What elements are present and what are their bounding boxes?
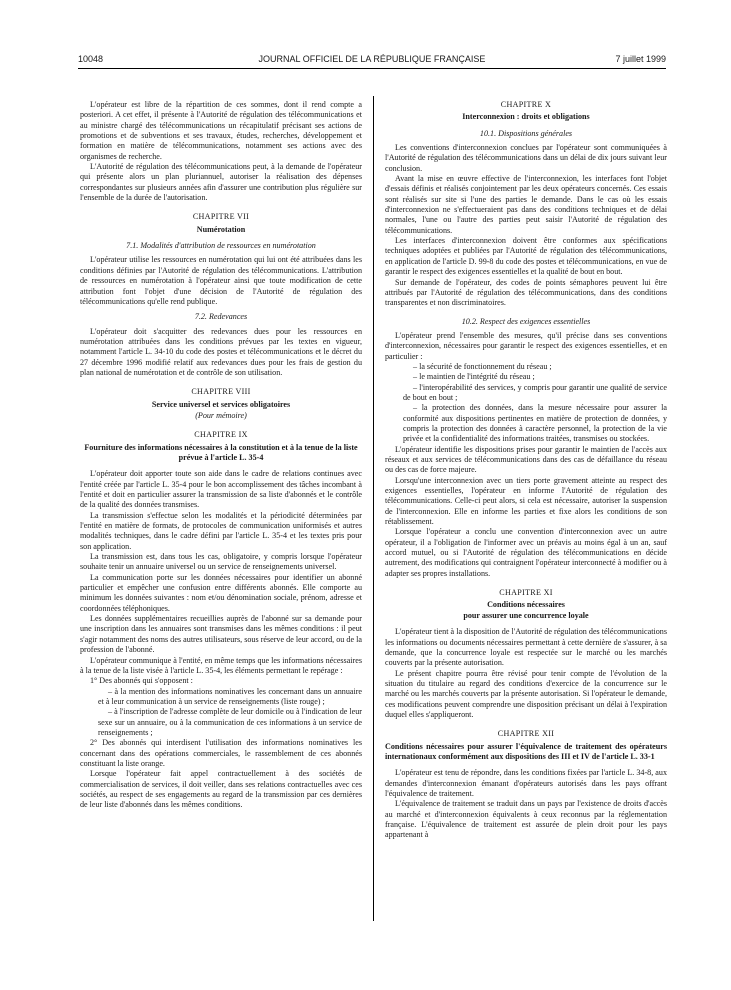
list-item: – la protection des données, dans la mesure nécessaire pour assurer la conformité aux dispositions pertinentes en matière de protection de données, y compris la protection des données à caractère personnel, la protection de la vie privée et la confidentialité des informations traitées, transmises ou stockées. [403,403,667,444]
chapter-note: (Pour mémoire) [195,410,247,420]
paragraph: L'opérateur utilise les ressources en numérotation qui lui ont été attribuées dans les conditions définies par l'Autorité de régulation des télécommunications. L'attribution de ressources en numérotation à l'opérateur ainsi que toute modification de cette attribution font l'objet d'une décision de l'Autorité de régulation des télécommunications qu'elle rend publique. [80,255,362,306]
chapter-heading: CHAPITRE XII [497,729,555,739]
chapter-heading: CHAPITRE VII [192,212,250,222]
chapter-title: Interconnexion : droits et obligations [462,112,590,122]
paragraph: Sur demande de l'opérateur, des codes de points sémaphores peuvent lui être attribués par l'Autorité de régulation des télécommunications, dans des conditions transparentes et non discriminatoires. [385,277,667,308]
paragraph: 1° Des abonnés qui s'opposent : [90,676,193,686]
section-title: 10.2. Respect des exigences essentielles [461,316,591,326]
paragraph: Les conventions d'interconnexion conclues par l'opérateur sont communiquées à l'Autorité de régulation des télécommunications dans un délai de dix jours suivant leur conclusion. [385,143,667,173]
paragraph: L'opérateur doit s'acquitter des redevances dues pour les ressources en numérotation attribuées dans les conditions prévues par les textes en vigueur, notamment l'article L. 34-10 du code des postes et télécommunications et le décret du 27 décembre 1996 modifié relatif aux redevances dues pour les frais de gestion du plan national de numérotation et de contrôle de son utilisation. [80,326,362,377]
chapter-heading: CHAPITRE VIII [191,387,251,397]
journal-title: JOURNAL OFFICIEL DE LA RÉPUBLIQUE FRANÇAISE [258,54,486,64]
paragraph: Lorsque l'opérateur fait appel contractuellement à des sociétés de commercialisation de services, il doit veiller, dans ses relations contractuelles avec ces sociétés, au respect de ses engagements au regard de la transmission par ces dernières de leur liste d'abonnés dans les mêmes conditions. [80,769,362,810]
column-divider [373,96,374,921]
paragraph: La communication porte sur les données nécessaires pour identifier un abonné particulier et empêcher une confusion entre différents abonnés. Elle comporte au minimum les données suivantes : nom et/ou dénomination sociale, prénom, adresse et coordonnées téléphoniques. [80,572,362,613]
paragraph: La transmission est, dans tous les cas, obligatoire, y compris lorsque l'opérateur souhaite tenir un annuaire universel ou un service de renseignements universel. [80,552,362,572]
paragraph: L'opérateur doit apporter toute son aide dans le cadre de relations continues avec l'entité créée par l'article L. 35-4 pour le bon accomplissement des tâches incombant à l'entité et doit en particulier assurer la transmission de sa liste d'abonnés et le contrôle de la qualité des données transmises. [80,469,362,510]
paragraph: Les interfaces d'interconnexion doivent être conformes aux spécifications techniques adoptées et publiées par l'Autorité de régulation des télécommunications, en application de l'article D. 99-8 du code des postes et télécommunications, en vue de garantir le respect des exigences essentielles et la qualité de bout en bout. [385,236,667,277]
section-title: 7.1. Modalités d'attribution de ressources en numérotation [126,241,316,251]
list-item: – à l'inscription de l'adresse complète de leur domicile ou à l'indication de leur sexe sur un annuaire, ou à la communication de ces informations à un service de renseignements ; [98,707,362,737]
section-title: 7.2. Redevances [194,312,248,322]
paragraph: Lorsqu'une interconnexion avec un tiers porte gravement atteinte au respect des exigences essentielles, l'opérateur en informe l'Autorité de régulation des télécommunications. Celle-ci peut alors, si cela est nécessaire, autoriser la suspension de l'interconnexion. Elle en informe les parties et fixe alors les conditions de son rétablissement. [385,475,667,527]
paragraph: Le présent chapitre pourra être révisé pour tenir compte de l'évolution de la situation du titulaire au regard des conditions d'exercice de la concurrence sur le marché ou les marchés couverts par la présente autorisation. Si l'opérateur le demande, ces modifications peuvent comprendre une disposition précisant un délai à l'expiration duquel elles s'appliqueront. [385,668,667,719]
chapter-heading: CHAPITRE X [500,100,552,109]
list-item: – la sécurité de fonctionnement du réseau ; [413,361,552,371]
paragraph: Les données supplémentaires recueillies auprès de l'abonné sur sa demande pour une inscription dans les annuaires sont transmises dans les mêmes conditions : il peut s'agir notamment des noms des autres utilisateurs, sous réserve de leur accord, ou de la profession de l'abonné. [80,614,362,655]
chapter-title: pour assurer une concurrence loyale [463,610,589,620]
paragraph: L'opérateur prend l'ensemble des mesures, qu'il précise dans ses conventions d'interconnexion, nécessaires pour garantir le respect des exigences essentielles, et en particulier : [385,330,667,361]
section-title: 10.1. Dispositions générales [479,128,573,138]
page-number: 10048 [78,54,104,64]
chapter-heading: CHAPITRE XI [499,588,553,598]
paragraph: L'opérateur tient à la disposition de l'Autorité de régulation des télécommunications les informations ou documents nécessaires permettant à cette dernière de s'assurer, à sa demande, que la concurrence loyale est respectée sur le marché ou les marchés couverts par la présente autorisation. [385,627,667,668]
list-item: – l'interopérabilité des services, y compris pour garantir une qualité de service de bout en bout ; [403,382,667,402]
chapter-heading: CHAPITRE IX [194,430,248,440]
right-column [385,100,667,841]
list-item: – à la mention des informations nominatives les concernant dans un annuaire et à leur communication à un service de renseignements (liste rouge) ; [98,686,362,706]
chapter-title: Conditions nécessaires [487,600,565,610]
chapter-title: Numérotation [196,224,246,234]
left-column [80,100,362,811]
paragraph: L'opérateur est libre de la répartition de ces sommes, dont il rend compte a posteriori. A cet effet, il présente à l'Autorité de régulation des télécommunications et au ministre chargé des télécommunications un récapitulatif précisant ses actions de promotions et de subventions et ses travaux, études, recherches, développement et formation en matière de télécommunications, notamment ses actions avec des organismes de recherche. [80,100,362,161]
paragraph: L'Autorité de régulation des télécommunications peut, à la demande de l'opérateur qui présente alors un plan pluriannuel, autoriser la réalisation des dépenses correspondantes sur plusieurs années afin d'assurer une contribution plus régulière sur l'ensemble de la durée de l'autorisation. [80,162,362,203]
paragraph: L'équivalence de traitement se traduit dans un pays par l'existence de droits d'accès au marché et d'interconnexion équivalents à ceux reconnus par la réglementation française. L'équivalence de traitement est assurée de plein droit pour les pays appartenant à [385,799,667,840]
paragraph: L'opérateur identifie les dispositions prises pour garantir le maintien de l'accès aux réseaux et aux services de télécommunications dans des cas de défaillance du réseau ou des cas de force majeure. [385,444,667,475]
paragraph: L'opérateur est tenu de répondre, dans les conditions fixées par l'article L. 34-8, aux demandes d'interconnexion émanant d'opérateurs autorisés dans les pays offrant l'équivalence de traitement. [385,768,667,798]
list-item: – le maintien de l'intégrité du réseau ; [413,372,535,382]
issue-date: 7 juillet 1999 [615,54,666,64]
paragraph: L'opérateur communique à l'entité, en même temps que les informations nécessaires à la tenue de la liste visée à l'article L. 35-4, les éléments permettant le repérage : [80,655,362,675]
paragraph: 2° Des abonnés qui interdisent l'utilisation des informations nominatives les concernant dans des opérations commerciales, le rassemblement de ces abonnés constituant la liste orange. [80,738,362,768]
chapter-title: Conditions nécessaires pour assurer l'équivalence de traitement des opérateurs internationaux conformément aux dispositions des III et IV de l'article L. 33-1 [385,741,667,761]
paragraph: Avant la mise en œuvre effective de l'interconnexion, les interfaces font l'objet d'essais définis et réalisés conjointement par les deux opérateurs concernés. Ces essais sont réalisés sur site si l'une des parties le demande. Dans le cas où les essais d'interconnexion ne s'effectueraient pas dans des conditions techniques et de délai normales, l'une ou l'autre des parties peut saisir l'Autorité de régulation des télécommunications. [385,174,667,235]
page-header [78,54,666,69]
paragraph: La transmission s'effectue selon les modalités et la périodicité déterminées par l'entité en matière de formats, de protocoles de communication uniformisés et autres modalités techniques, dans le cadre défini par l'article L. 35-4 et les textes pris pour son application. [80,510,362,551]
chapter-title: Service universel et services obligatoires [151,399,291,409]
paragraph: Lorsque l'opérateur a conclu une convention d'interconnexion avec un autre opérateur, il a l'obligation de l'informer avec un préavis au moins égal à un an, sauf accord mutuel, ou si l'Autorité de régulation des télécommunications en décide autrement, des modifications qui contraignent l'opérateur interconnecté à modifier ou à adapter ses propres installations. [385,527,667,578]
chapter-title: Fourniture des informations nécessaires à la constitution et à la tenue de la liste prévue à l'article L. 35-4 [84,442,358,462]
